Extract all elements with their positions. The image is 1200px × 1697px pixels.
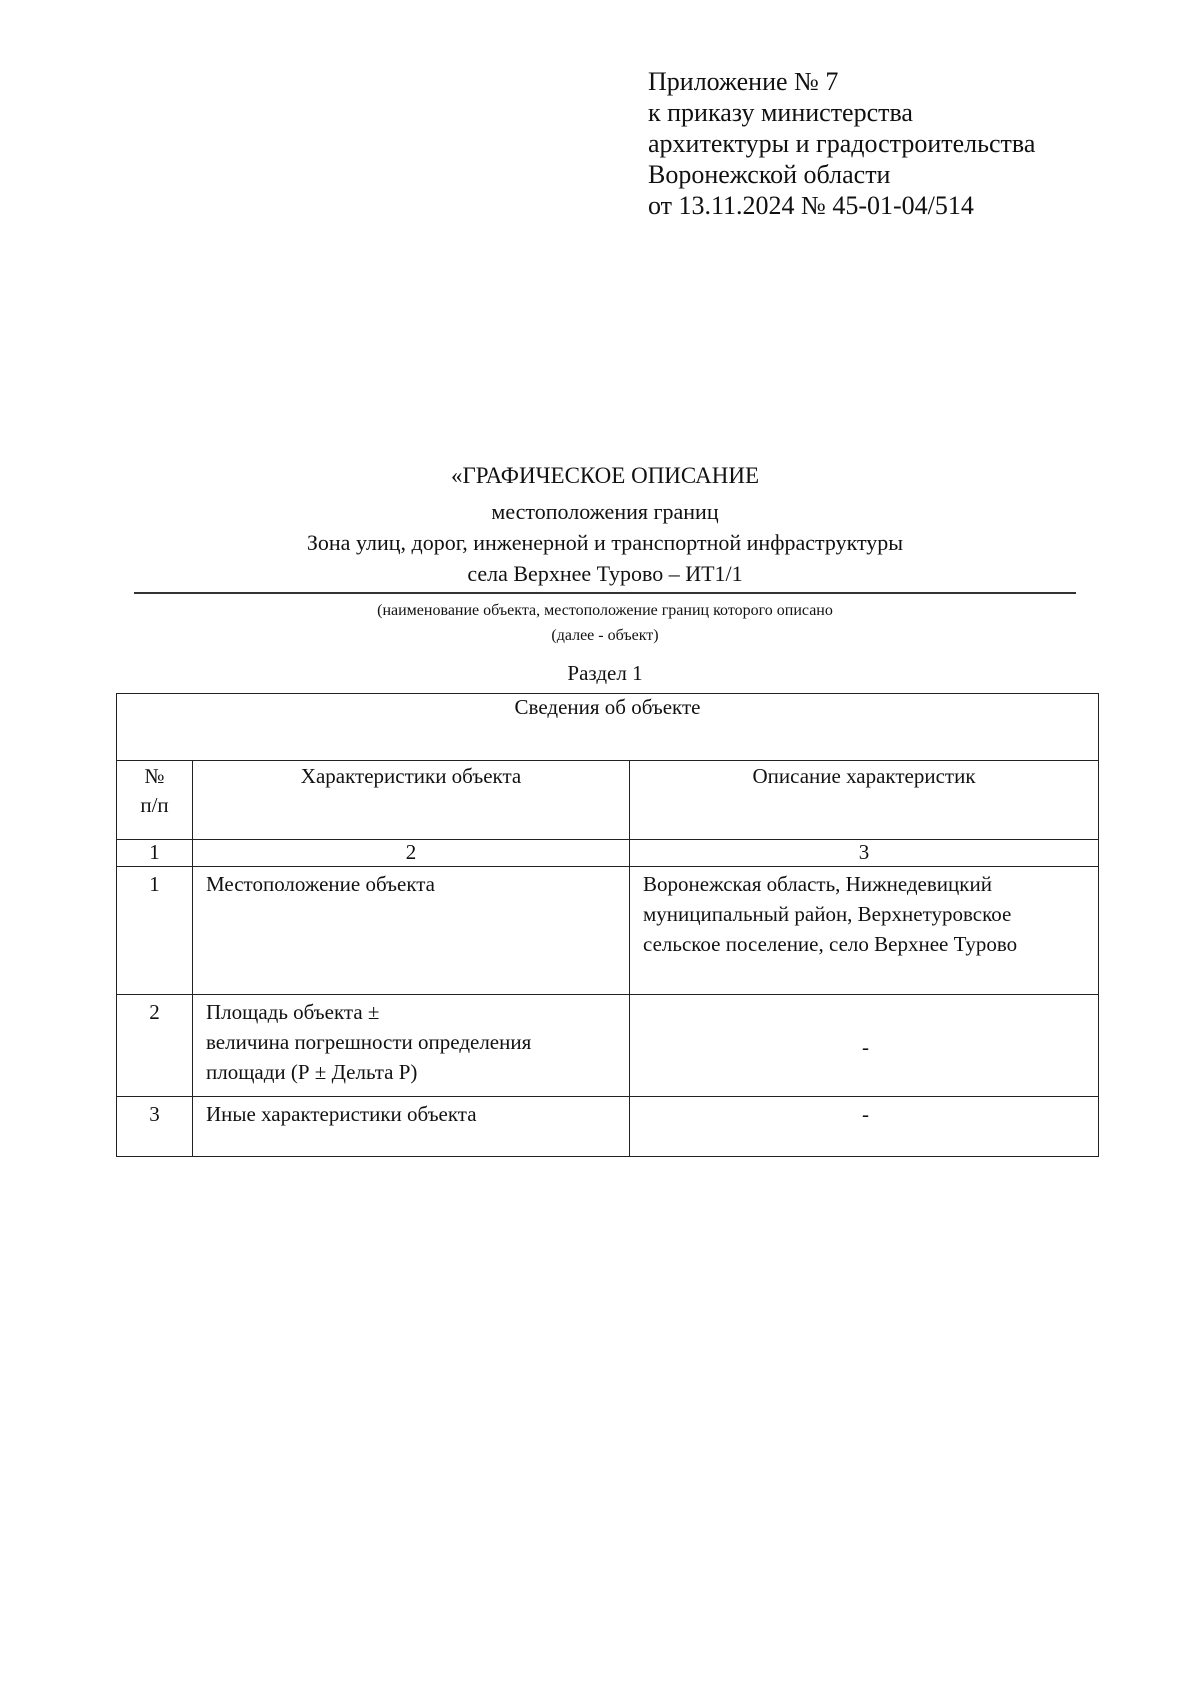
column-header-description: Описание характеристик [630,761,1099,840]
column-header-row [117,761,1099,840]
title-block [134,462,1076,687]
row-description: - [630,1097,1099,1157]
document-title: «ГРАФИЧЕСКОЕ ОПИСАНИЕ [450,463,759,488]
column-number: 1 [117,840,193,867]
column-header-number-line: № [144,764,165,788]
row-characteristic-line: площади (Р ± Дельта Р) [206,1060,418,1084]
appendix-line: Воронежской области [648,160,891,189]
column-number: 2 [193,840,630,867]
section-label: Раздел 1 [567,661,643,685]
column-header-number [117,761,193,840]
underline-rule [134,592,1076,594]
column-number-row [117,840,1099,867]
caption-line: (далее - объект) [551,627,659,644]
row-characteristic [193,995,630,1097]
object-name: Зона улиц, дорог, инженерной и транспортной инфраструктуры [306,530,904,555]
row-number: 1 [117,867,193,995]
row-number: 3 [117,1097,193,1157]
column-number: 3 [630,840,1099,867]
appendix-line: архитектуры и градостроительства [648,129,1036,158]
object-location: села Верхнее Турово – ИТ1/1 [467,561,743,586]
appendix-line: от 13.11.2024 № 45-01-04/514 [648,191,974,220]
row-description: Воронежская область, Нижнедевицкий муниципальный район, Верхнетуровское сельское поселение, село Верхнее Турово [630,867,1099,995]
object-info-table [116,693,1099,1157]
row-characteristic-line: величина погрешности определения [206,1030,532,1054]
row-characteristic-line: Площадь объекта ± [206,1000,380,1024]
column-header-characteristic: Характеристики объекта [193,761,630,840]
caption-line: (наименование объекта, местоположение границ которого описано [377,602,833,619]
row-number: 2 [117,995,193,1097]
column-header-number-line: п/п [140,793,169,817]
table-heading: Сведения об объекте [117,694,1099,761]
table-heading-row [117,694,1099,761]
row-characteristic: Местоположение объекта [193,867,630,995]
appendix-line: к приказу министерства [648,98,913,127]
table-row [117,1097,1099,1157]
row-characteristic: Иные характеристики объекта [193,1097,630,1157]
table-row [117,995,1099,1097]
appendix-line: Приложение № 7 [648,67,839,96]
table-row [117,867,1099,995]
title-subline: местоположения границ [491,499,719,524]
row-description: - [630,995,1099,1097]
appendix-header [648,66,1035,221]
